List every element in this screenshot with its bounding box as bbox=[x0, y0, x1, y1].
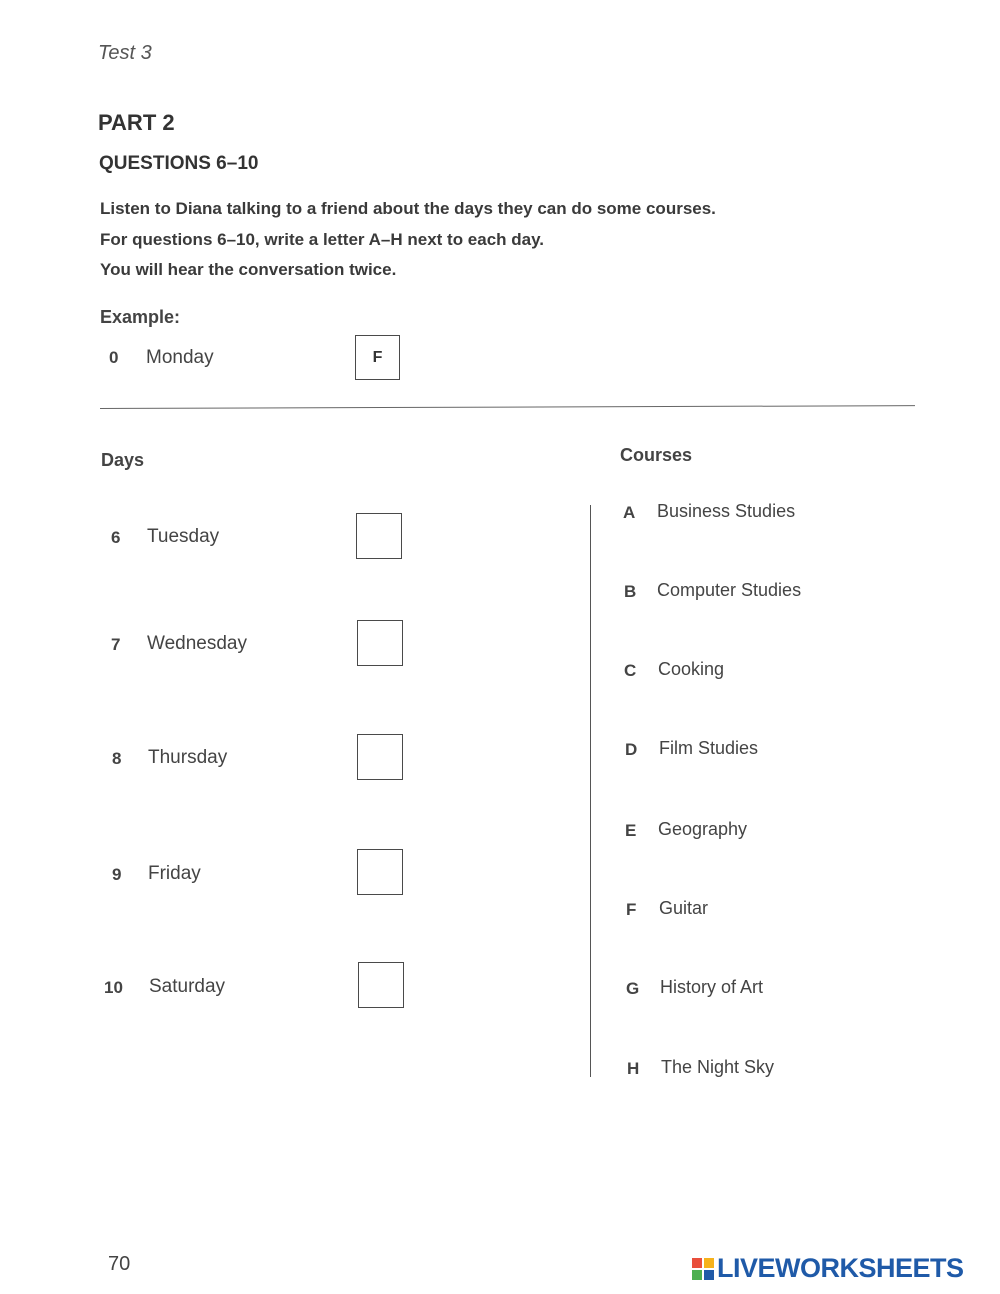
instruction-line-2: For questions 6–10, write a letter A–H next to each day. bbox=[100, 230, 545, 249]
day-number: 8 bbox=[112, 749, 122, 768]
answer-box-7[interactable] bbox=[357, 620, 403, 666]
course-letter: B bbox=[624, 582, 637, 601]
test-label: Test 3 bbox=[98, 42, 152, 64]
section-divider bbox=[100, 405, 915, 409]
page-number: 70 bbox=[108, 1253, 131, 1275]
days-heading: Days bbox=[101, 450, 145, 470]
example-day: Monday bbox=[146, 347, 214, 368]
answer-box-9[interactable] bbox=[357, 849, 403, 895]
questions-title: QUESTIONS 6–10 bbox=[99, 153, 259, 174]
day-label: Wednesday bbox=[147, 633, 247, 654]
day-label: Thursday bbox=[148, 747, 228, 768]
day-number: 10 bbox=[104, 978, 123, 997]
course-name: Guitar bbox=[659, 898, 709, 918]
day-number: 9 bbox=[112, 865, 122, 884]
course-letter: E bbox=[625, 821, 637, 840]
course-letter: D bbox=[625, 740, 638, 759]
part-title: PART 2 bbox=[98, 110, 175, 135]
day-label: Friday bbox=[148, 863, 201, 884]
liveworksheets-logo bbox=[692, 1253, 964, 1284]
courses-heading: Courses bbox=[620, 445, 693, 465]
course-name: Business Studies bbox=[657, 501, 796, 521]
logo-grid-icon bbox=[692, 1258, 714, 1280]
day-number: 6 bbox=[111, 528, 121, 547]
example-number: 0 bbox=[109, 348, 119, 367]
course-name: Film Studies bbox=[659, 738, 759, 758]
course-name: The Night Sky bbox=[661, 1057, 775, 1077]
course-name: Computer Studies bbox=[657, 580, 802, 600]
answer-box-8[interactable] bbox=[357, 734, 403, 780]
column-divider bbox=[590, 505, 591, 1077]
course-letter: G bbox=[626, 979, 640, 998]
course-name: Geography bbox=[658, 819, 748, 839]
course-letter: C bbox=[624, 661, 637, 680]
day-label: Tuesday bbox=[147, 526, 220, 547]
answer-box-10[interactable] bbox=[358, 962, 404, 1008]
course-name: History of Art bbox=[660, 977, 764, 997]
course-letter: F bbox=[626, 900, 637, 919]
answer-box-6[interactable] bbox=[356, 513, 402, 559]
course-name: Cooking bbox=[658, 659, 725, 679]
instruction-line-3: You will hear the conversation twice. bbox=[100, 260, 397, 279]
day-label: Saturday bbox=[149, 976, 226, 997]
day-number: 7 bbox=[111, 635, 121, 654]
example-label: Example: bbox=[100, 307, 181, 327]
logo-text: LIVEWORKSHEETS bbox=[717, 1253, 964, 1283]
course-letter: A bbox=[623, 503, 636, 522]
example-answer-box: F bbox=[355, 335, 400, 380]
course-letter: H bbox=[627, 1059, 640, 1078]
instruction-line-1: Listen to Diana talking to a friend about the days they can do some courses. bbox=[100, 199, 716, 218]
